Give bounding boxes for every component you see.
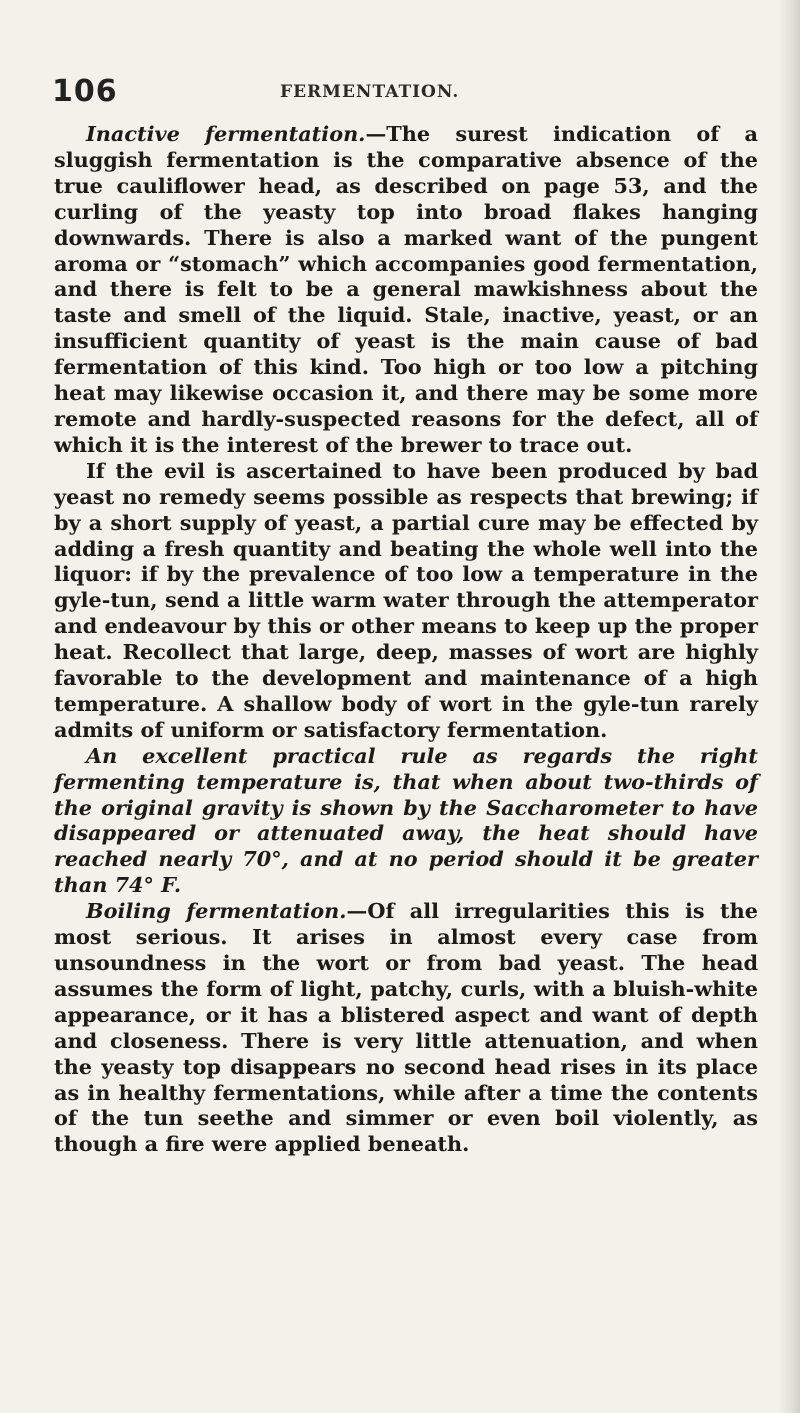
paragraph-boiling-fermentation (54, 898, 758, 1157)
body-text (54, 121, 758, 1157)
inactive-fermentation-heading: Inactive fermentation. (86, 121, 366, 146)
page-edge-shadow (778, 0, 800, 1413)
page-number: 106 (52, 74, 118, 109)
running-head: FERMENTATION. (280, 82, 460, 102)
paragraph-remedy: If the evil is ascertained to have been produced by bad yeast no remedy seems possible as respects that brewing; if by a short supply of yeast, a partial cure may be effected by adding a fresh quantity and beating the whole well into the liquor: if by the prevalence of too low a temperature in the gyle-tun, send a little warm water through the attemperator and endeavour by this or other means to keep up the proper heat. Recollect that large, deep, masses of wort are highly favorable to the development and maintenance of a high temperature. A shallow body of wort in the gyle-tun rarely admits of uniform or satisfactory fermentation. (54, 457, 758, 742)
paragraph-inactive-fermentation (54, 121, 758, 458)
paragraph-practical-rule: An excellent practical rule as regards the right fermenting temperature is, that when about two-thirds of the original gravity is shown by the Saccharometer to have disappeared or attenuated away, the heat should have reached nearly 70°, and at no period should it be greater than 74° F. (54, 742, 758, 898)
boiling-fermentation-heading: Boiling fermentation. (86, 898, 347, 924)
inactive-fermentation-text: —The surest indication of a sluggish fermentation is the comparative absence of the true cauliflower head, as described on page 53, and the curling of the yeasty top into broad flakes hanging downwards. There is also a marked want of the pungent aroma or “stomach” which accompanies good fermentation, and there is felt to be a general mawkishness about the taste and smell of the liquid. Stale, inactive, yeast, or an insufficient quantity of yeast is the main cause of bad fermentation of this kind. Too high or too low a pitching heat may likewise occasion it, and there may be some more remote and hardly-suspected reasons for the defect, all of which it is the interest of the brewer to trace out. (54, 121, 758, 457)
boiling-fermentation-text: —Of all irregularities this is the most serious. It arises in almost every case from unsoundness in the wort or from bad yeast. The head assumes the form of light, patchy, curls, with a bluish-white appearance, or it has a blistered aspect and want of depth and closeness. There is very little attenuation, and when the yeasty top disappears no second head rises in its place as in healthy fermentations, while after a time the contents of the tun seethe and simmer or even boil violently, as though a fire were applied beneath. (54, 898, 758, 1157)
